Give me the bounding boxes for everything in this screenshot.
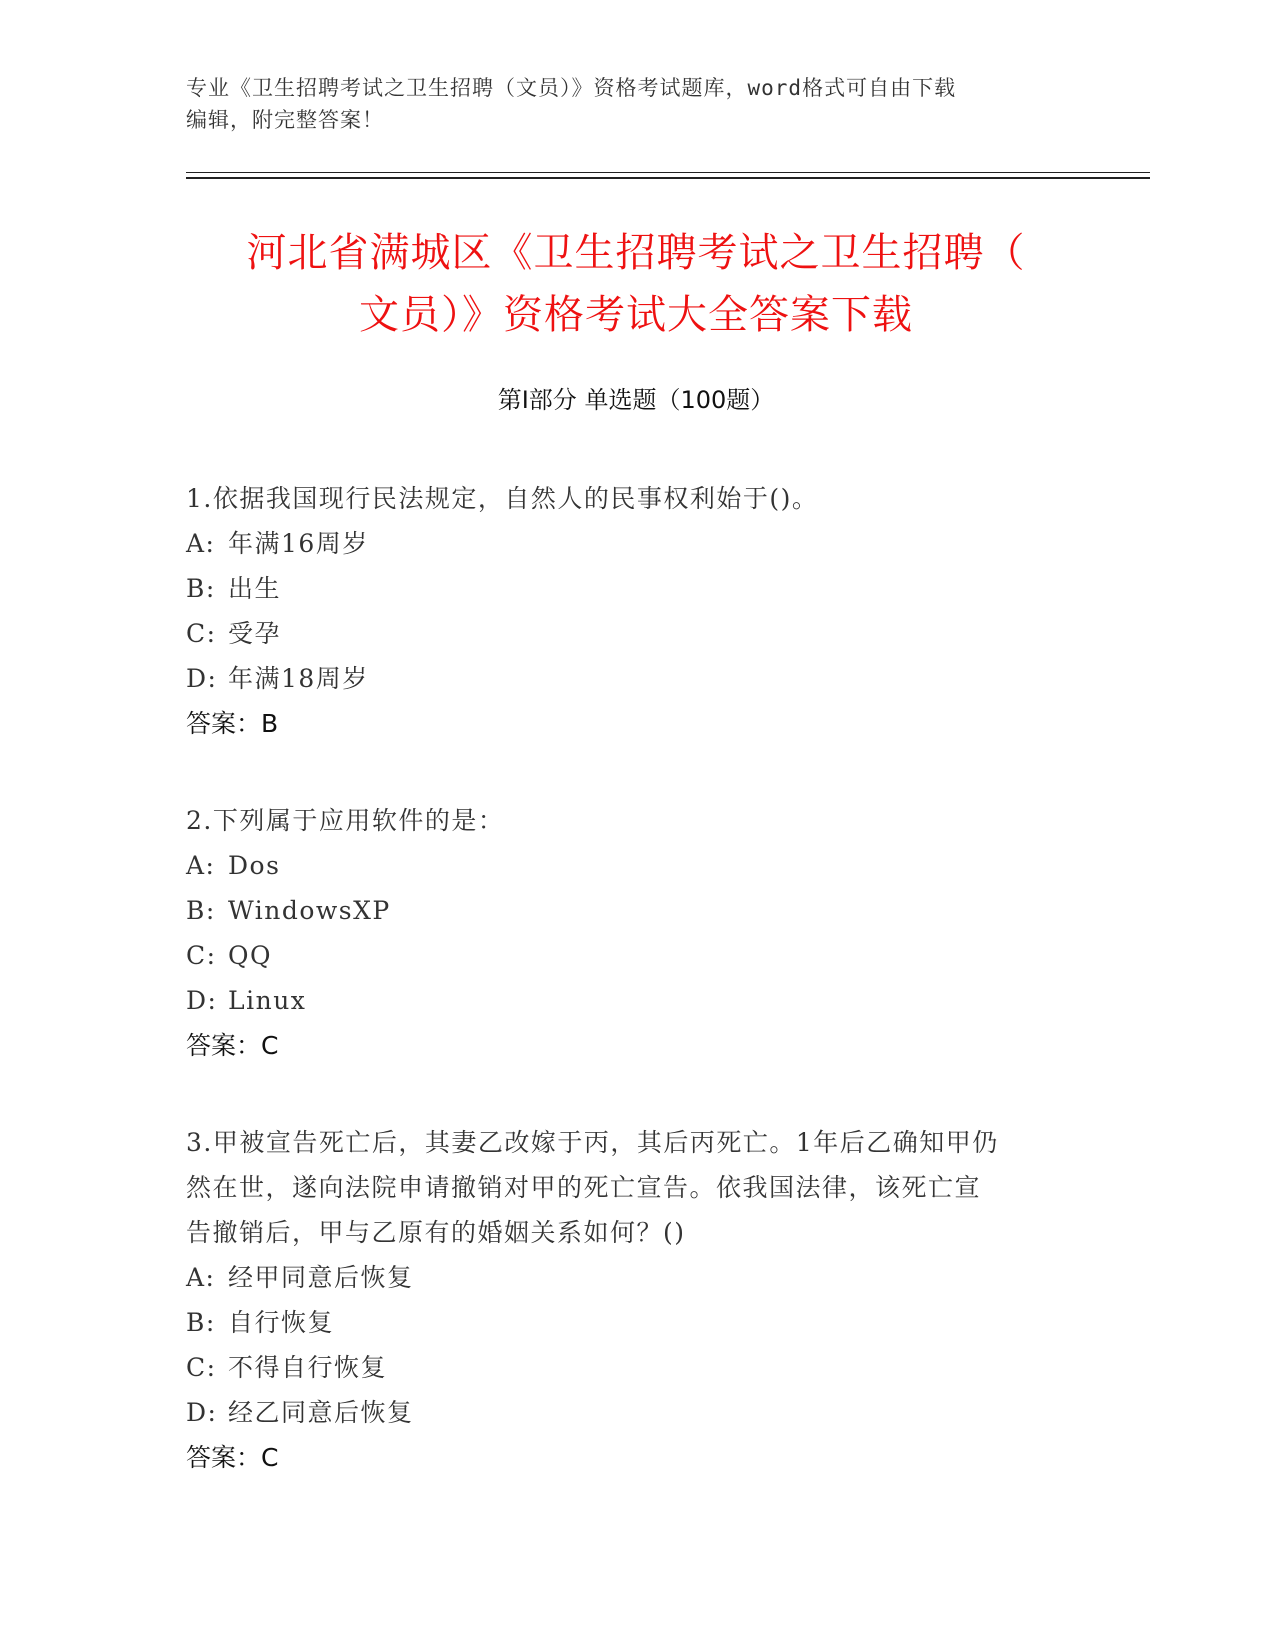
option-text: 不得自行恢复 (228, 1353, 388, 1382)
option-letter: B: (186, 574, 216, 603)
question-text-continued: 告撤销后，甲与乙原有的婚姻关系如何？() (186, 1218, 686, 1247)
option-text: 经甲同意后恢复 (228, 1263, 414, 1292)
answer (186, 1435, 1086, 1480)
answer (186, 701, 1086, 746)
option-d (186, 656, 1086, 701)
option-a (186, 1255, 1086, 1300)
option-text: QQ (228, 941, 272, 970)
question-list (186, 476, 1086, 1532)
question-text (186, 476, 1086, 521)
option-a (186, 843, 1086, 888)
document-title (186, 222, 1086, 346)
option-d (186, 1390, 1086, 1435)
document-title-line-1: 河北省满城区《卫生招聘考试之卫生招聘（ (246, 230, 1026, 276)
document-title-line-2: 文员）》资格考试大全答案下载 (359, 292, 913, 338)
option-letter: C: (186, 619, 217, 648)
question-text-continued: 然在世，遂向法院申请撤销对甲的死亡宣告。依我国法律，该死亡宣 (186, 1173, 982, 1202)
question-text-line: 下列属于应用软件的是： (212, 806, 505, 835)
option-c (186, 611, 1086, 656)
option-a (186, 521, 1086, 566)
option-letter: D: (186, 1398, 218, 1427)
section-heading: 第Ⅰ部分 单选题（100题） (497, 386, 775, 414)
option-text: 出生 (228, 574, 282, 603)
option-text: 年满16周岁 (228, 529, 369, 558)
option-text: 年满18周岁 (228, 664, 369, 693)
answer-value: B (261, 709, 279, 738)
option-letter: C: (186, 1353, 217, 1382)
option-letter: B: (186, 1308, 216, 1337)
option-letter: D: (186, 664, 218, 693)
option-letter: A: (186, 851, 216, 880)
answer-label: 答案： (186, 709, 262, 738)
option-text: 受孕 (228, 619, 282, 648)
question-2 (186, 798, 1086, 1068)
answer (186, 1023, 1086, 1068)
option-b (186, 1300, 1086, 1345)
option-letter: B: (186, 896, 216, 925)
option-b (186, 566, 1086, 611)
header-note-line-2: 编辑，附完整答案！ (186, 108, 384, 132)
option-c (186, 933, 1086, 978)
answer-label: 答案： (186, 1443, 262, 1472)
option-text: 自行恢复 (228, 1308, 335, 1337)
option-c (186, 1345, 1086, 1390)
option-letter: C: (186, 941, 217, 970)
option-b (186, 888, 1086, 933)
question-text (186, 1120, 1086, 1165)
question-3 (186, 1120, 1086, 1480)
option-letter: D: (186, 986, 218, 1015)
answer-label: 答案： (186, 1031, 262, 1060)
header-rule-thick (186, 177, 1150, 179)
option-letter: A: (186, 1263, 216, 1292)
question-number: 3. (186, 1128, 213, 1157)
answer-value: C (261, 1031, 279, 1060)
answer-value: C (261, 1443, 279, 1472)
option-text: Linux (228, 986, 307, 1015)
question-text-line: 依据我国现行民法规定，自然人的民事权利始于()。 (212, 484, 819, 513)
option-text: 经乙同意后恢复 (228, 1398, 414, 1427)
question-1 (186, 476, 1086, 746)
question-text-line: 甲被宣告死亡后，其妻乙改嫁于丙，其后丙死亡。1年后乙确知甲仍 (212, 1128, 999, 1157)
question-text (186, 798, 1086, 843)
header-note (186, 72, 1086, 136)
option-text: Dos (228, 851, 281, 880)
header-note-line-1: 专业《卫生招聘考试之卫生招聘（文员）》资格考试题库，word格式可自由下载 (186, 76, 957, 100)
question-number: 1. (186, 484, 213, 513)
option-d (186, 978, 1086, 1023)
option-letter: A: (186, 529, 216, 558)
question-number: 2. (186, 806, 213, 835)
option-text: WindowsXP (228, 896, 391, 925)
header-rule-thin (186, 172, 1150, 173)
